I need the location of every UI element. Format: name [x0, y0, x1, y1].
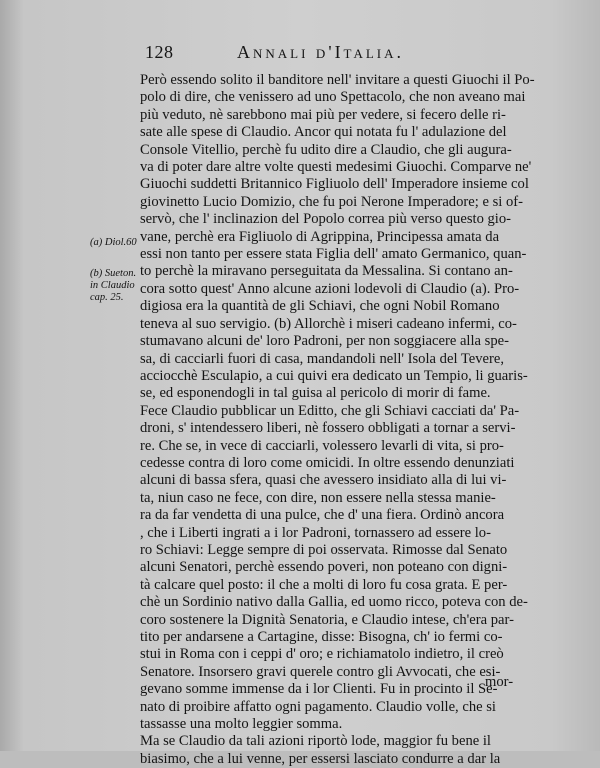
text-line: cora sotto quest' Anno alcune azioni lodevoli di Claudio (a). Pro- [140, 280, 520, 297]
text-line: Giuochi suddetti Britannico Figliuolo dell' Imperadore insieme col [140, 176, 529, 193]
text-line: se, ed esponendogli in tal guisa al pericolo di morir di fame. [140, 385, 491, 402]
text-line: servò, che l' inclinazion del Popolo correa più verso questo gio- [140, 211, 512, 228]
text-line: ro Schiavi: Legge sempre di poi osservata. Rimosse dal Senato [140, 541, 508, 558]
text-line: stumavano alcuni de' loro Padroni, per non soggiacere alla spe- [140, 333, 509, 350]
text-line: Fece Claudio pubblicar un Editto, che gli Schiavi cacciati da' Pa- [140, 402, 520, 419]
text-line: va di poter dare altre volte questi medesimi Giuochi. Comparve ne' [140, 159, 532, 176]
text-line: tà calcare quel posto: il che a molti di loro fu cosa grata. E per- [140, 576, 508, 593]
text-line: più veduto, nè sarebbono mai più per vedere, si fecero delle ri- [140, 106, 506, 123]
text-line: nato di proibire affatto ogni pagamento. Claudio volle, che si [140, 698, 496, 715]
text-line: vane, perchè era Figliuolo di Agrippina, Principessa amata da [140, 228, 500, 245]
text-line: , che i Liberti ingrati a i lor Padroni, tornassero ad essere lo- [140, 524, 491, 541]
text-line: droni, s' intendessero liberi, nè fossero obbligati a tornar a servi- [140, 420, 516, 437]
margin-note-line: in Claudio [90, 280, 135, 291]
text-line: essi non tanto per essere stata Figlia dell' amato Germanico, quan- [140, 246, 527, 263]
text-line: stui in Roma con i ceppi d' oro; e richiamatolo indietro, il creò [140, 646, 504, 663]
catchword: mor- [485, 674, 514, 690]
text-line: coro sostenere la Dignità Senatoria, e Claudio intese, ch'era par- [140, 611, 514, 628]
text-line: Ma se Claudio da tali azioni riportò lode, maggior fu bene il [140, 733, 491, 750]
margin-note-b [90, 268, 144, 304]
text-line: sa, di cacciarli fuori di casa, mandandoli nell' Isola del Tevere, [140, 350, 505, 367]
text-line: digiosa era la quantità de gli Schiavi, che ogni Nobil Romano [140, 298, 500, 315]
text-line: cedesse contra di loro come omicidi. In oltre essendo denunziati [140, 454, 515, 471]
text-line: alcuni Senatori, perchè essendo poveri, non poteano con digni- [140, 559, 508, 576]
page-number: 128 [145, 42, 174, 62]
margin-note-line: (a) Diol.60 [90, 237, 137, 248]
text-line: ra da far vendetta di una pulce, che d' una fiera. Ordinò ancora [140, 507, 505, 524]
text-line: gevano somme immense da i lor Clienti. Fu in procinto il Se- [140, 681, 498, 698]
text-line: chè un Sordinio nativo dalla Gallia, ed uomo ricco, poteva con de- [140, 594, 528, 611]
running-title: Annali d'Italia. [237, 42, 405, 62]
text-line: tito per andarsene a Cartagine, disse: Bisogna, ch' io fermi co- [140, 629, 503, 645]
page-header [145, 40, 535, 66]
text-line: re. Che se, in vece di cacciarli, volessero levarli di vita, si pro- [140, 437, 504, 454]
margin-note-line: cap. 25. [90, 292, 124, 303]
body-text [140, 72, 535, 768]
text-line: polo di dire, che venissero ad uno Spettacolo, che non aveano mai [140, 89, 526, 106]
text-line: alcuni di bassa sfera, quasi che avessero insidiato alla di lui vi- [140, 472, 507, 489]
text-line: acciocchè Esculapio, a cui quivi era dedicato un Tempio, li guaris- [140, 367, 528, 384]
text-line: Console Vitellio, perchè fu udito dire a Claudio, che gli augura- [140, 141, 512, 158]
text-line: Senatore. Insorsero gravi querele contro gli Avvocati, che esi- [140, 663, 501, 680]
margin-note-a [90, 237, 144, 249]
text-line: teneva al suo servigio. (b) Allorchè i miseri cadeano infermi, co- [140, 315, 517, 332]
text-line: tassasse una molto leggier somma. [140, 716, 343, 733]
text-line: to perchè la miravano perseguitata da Messalina. Si contano an- [140, 263, 513, 280]
text-line: Però essendo solito il banditore nell' invitare a questi Giuochi il Po- [140, 72, 535, 88]
text-line: sate alle spese di Claudio. Ancor qui notata fu l' adulazione del [140, 124, 507, 141]
margin-note-line: (b) Sueton. [90, 268, 137, 279]
text-line: biasimo, che a lui venne, per essersi lasciato condurre a dar la [140, 750, 501, 767]
text-line: ta, niun caso ne fece, con dire, non essere nella stessa manie- [140, 489, 496, 506]
text-line: giovinetto Lucio Domizio, che fu poi Nerone Imperadore; e si of- [140, 193, 523, 210]
